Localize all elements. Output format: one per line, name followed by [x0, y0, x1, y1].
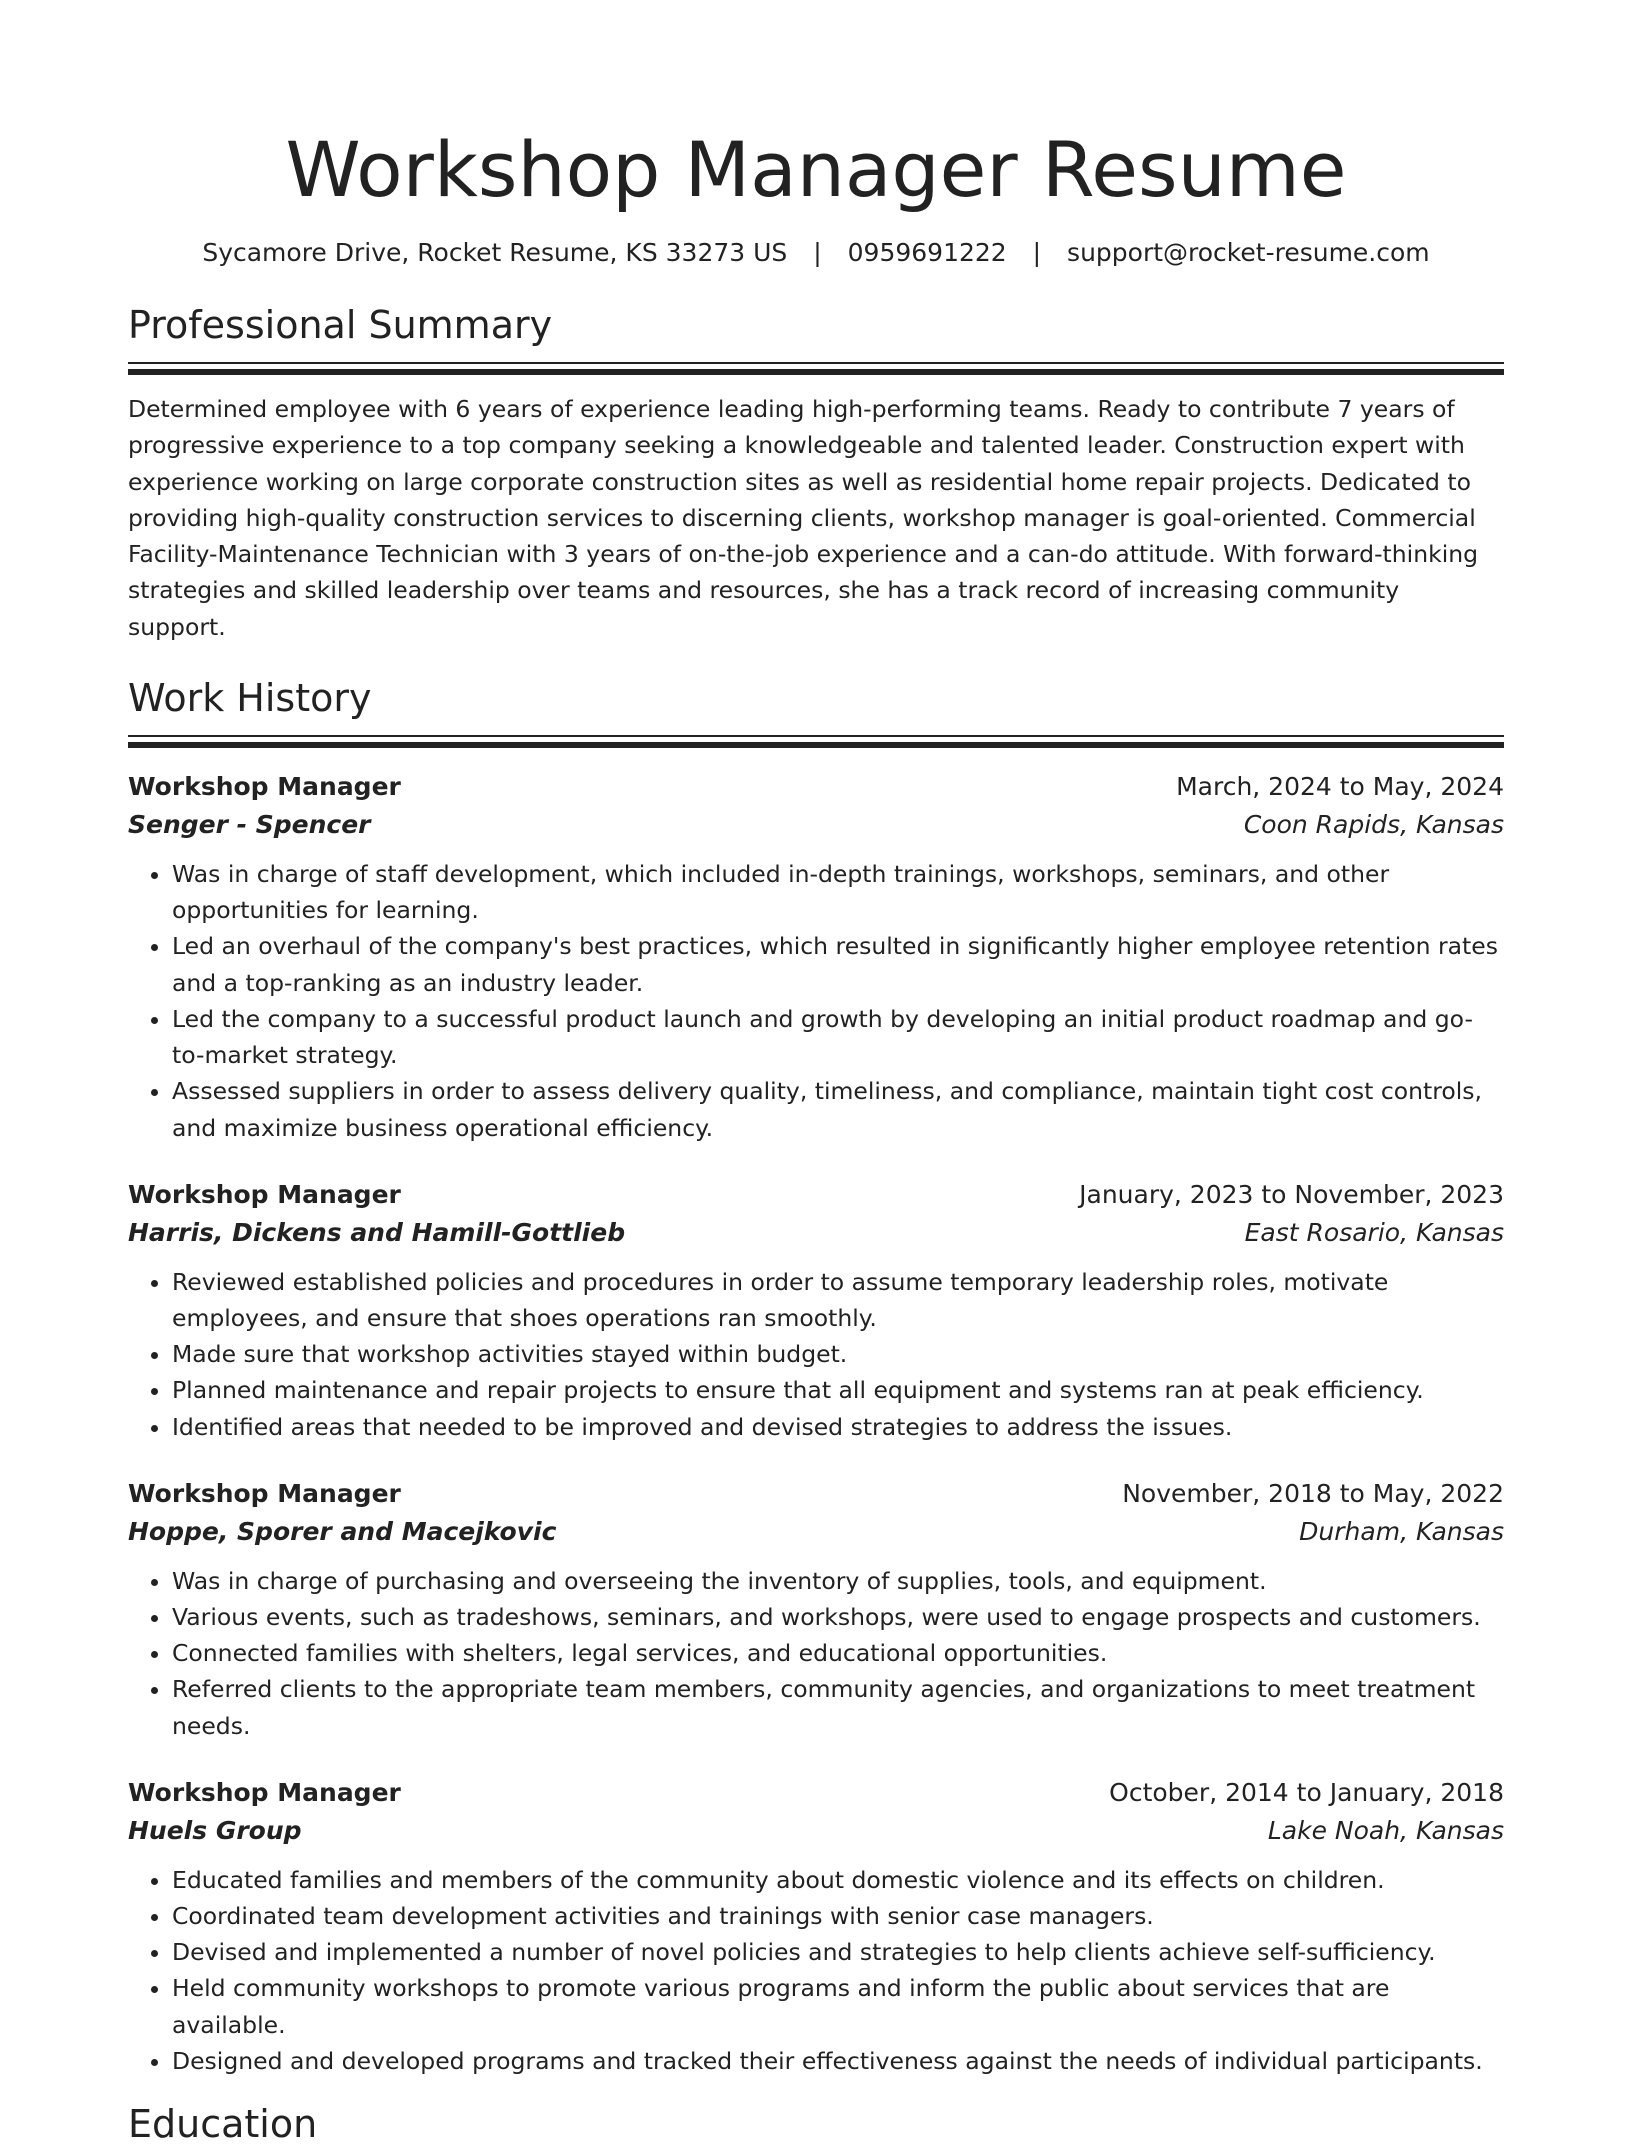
- job-bullet-list: [128, 1563, 1504, 1744]
- job-title: Workshop Manager: [128, 1777, 401, 1807]
- job-header-row: [128, 768, 1504, 806]
- job-bullet: • Various events, such as tradeshows, seminars, and workshops, were used to engage prospects and customers.: [172, 1599, 1504, 1635]
- job-company: Huels Group: [128, 1815, 302, 1845]
- job-company-row: [128, 806, 1504, 844]
- job-header-row: [128, 1774, 1504, 1812]
- job-bullet: • Devised and implemented a number of novel policies and strategies to help clients achieve self-sufficiency.: [172, 1934, 1504, 1970]
- contact-separator: |: [1032, 238, 1042, 267]
- contact-email: support@rocket-resume.com: [1067, 238, 1430, 267]
- job-company-row: [128, 1812, 1504, 1850]
- job-dates: March, 2024 to May, 2024: [1176, 772, 1504, 802]
- contact-address: Sycamore Drive, Rocket Resume, KS 33273 US: [202, 238, 788, 267]
- summary-text: Determined employee with 6 years of experience leading high-performing teams. Ready to contribute 7 years of progressive experience to a top company seeking a knowledgeable and talented leader. Construction expert with experience working on large corporate construction sites as well as residential home repair projects. Dedicated to providing high-quality construction services to discerning clients, workshop manager is goal-oriented. Commercial Facility-Maintenance Technician with 3 years of on-the-job experience and a can-do attitude. With forward-thinking strategies and skilled leadership over teams and resources, she has a track record of increasing community support.: [128, 395, 1479, 641]
- job-bullet: • Identified areas that needed to be improved and devised strategies to address the issues.: [172, 1409, 1504, 1445]
- job-entry: [128, 1475, 1504, 1744]
- contact-phone: 0959691222: [847, 238, 1007, 267]
- work-history-section: [128, 673, 1504, 2079]
- job-bullet: • Educated families and members of the community about domestic violence and its effects on children.: [172, 1862, 1504, 1898]
- job-bullet: • Led an overhaul of the company's best practices, which resulted in significantly higher employee retention rates and a top-ranking as an industry leader.: [172, 928, 1504, 1000]
- contact-separator: |: [813, 238, 822, 267]
- job-entry: [128, 768, 1504, 1146]
- job-header-row: [128, 1475, 1504, 1513]
- section-rule-thick: [128, 742, 1504, 748]
- job-bullet: • Held community workshops to promote various programs and inform the public about services that are available.: [172, 1970, 1504, 2042]
- section-rule-thin: [128, 362, 1504, 364]
- job-header-row: [128, 1176, 1504, 1214]
- job-location: East Rosario, Kansas: [1244, 1217, 1504, 1247]
- job-dates: November, 2018 to May, 2022: [1122, 1478, 1504, 1508]
- job-company: Hoppe, Sporer and Macejkovic: [128, 1516, 557, 1546]
- job-dates: January, 2023 to November, 2023: [1079, 1179, 1504, 1209]
- education-section: [128, 2099, 1504, 2149]
- resume-page: [128, 0, 1504, 2149]
- job-company-row: [128, 1513, 1504, 1551]
- job-bullet: • Led the company to a successful product launch and growth by developing an initial product roadmap and go-to-market strategy.: [172, 1001, 1504, 1073]
- page-title: Workshop Manager Resume: [285, 125, 1347, 214]
- job-bullet: • Was in charge of purchasing and overseeing the inventory of supplies, tools, and equipment.: [172, 1563, 1504, 1599]
- section-heading-work-history: Work History: [128, 676, 372, 721]
- contact-line: [128, 236, 1504, 270]
- job-title: Workshop Manager: [128, 1478, 401, 1508]
- job-company-row: [128, 1214, 1504, 1252]
- professional-summary-section: [128, 300, 1504, 645]
- job-title: Workshop Manager: [128, 1179, 401, 1209]
- job-bullet: • Made sure that workshop activities stayed within budget.: [172, 1336, 1504, 1372]
- job-company: Senger - Spencer: [128, 810, 371, 840]
- job-bullet: • Coordinated team development activities and trainings with senior case managers.: [172, 1898, 1504, 1934]
- section-heading-summary: Professional Summary: [128, 303, 553, 347]
- job-bullet: • Planned maintenance and repair projects to ensure that all equipment and systems ran at peak efficiency.: [172, 1372, 1504, 1408]
- job-bullet: • Designed and developed programs and tracked their effectiveness against the needs of individual participants.: [172, 2043, 1504, 2079]
- job-bullet-list: [128, 1862, 1504, 2079]
- job-bullet: • Assessed suppliers in order to assess delivery quality, timeliness, and compliance, maintain tight cost controls, and maximize business operational efficiency.: [172, 1073, 1504, 1145]
- job-company: Harris, Dickens and Hamill-Gottlieb: [128, 1217, 626, 1247]
- job-entry: [128, 1176, 1504, 1445]
- section-rule-thin: [128, 735, 1504, 737]
- job-bullet-list: [128, 856, 1504, 1146]
- job-dates: October, 2014 to January, 2018: [1109, 1777, 1504, 1807]
- job-bullet-list: [128, 1264, 1504, 1445]
- section-heading-education: Education: [128, 2101, 318, 2146]
- job-bullet: • Was in charge of staff development, which included in-depth trainings, workshops, seminars, and other opportunities for learning.: [172, 856, 1504, 928]
- job-bullet: • Referred clients to the appropriate team members, community agencies, and organizations to meet treatment needs.: [172, 1671, 1504, 1743]
- job-bullet: • Reviewed established policies and procedures in order to assume temporary leadership roles, motivate employees, and ensure that shoes operations ran smoothly.: [172, 1264, 1504, 1336]
- job-title: Workshop Manager: [128, 772, 401, 802]
- job-location: Coon Rapids, Kansas: [1243, 810, 1504, 840]
- section-rule-thick: [128, 369, 1504, 375]
- job-entry: [128, 1774, 1504, 2079]
- job-bullet: • Connected families with shelters, legal services, and educational opportunities.: [172, 1635, 1504, 1671]
- job-location: Lake Noah, Kansas: [1267, 1815, 1504, 1845]
- job-location: Durham, Kansas: [1299, 1516, 1504, 1546]
